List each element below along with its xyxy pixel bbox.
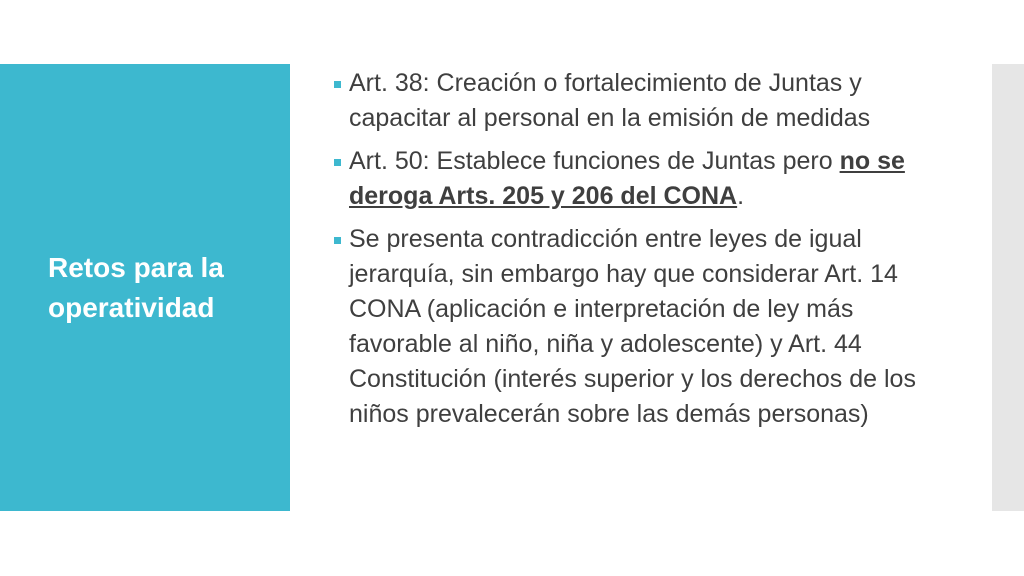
right-decorative-bar (992, 64, 1024, 511)
bullet-item-3 (330, 222, 940, 432)
bullet-icon (334, 237, 341, 244)
bullet-text: Art. 50: Establece funciones de Juntas pero (349, 147, 840, 175)
bullet-text: Art. 38: Creación o fortalecimiento de Juntas y capacitar al personal en la emisión de medidas (349, 69, 871, 132)
bullet-text-end: . (737, 182, 745, 210)
bullet-icon (334, 159, 341, 166)
bullet-item-1 (330, 66, 940, 136)
bullet-emphasis: no se deroga Arts. 205 y 206 del CONA (349, 147, 905, 210)
title-panel (0, 64, 290, 511)
slide-title: Retos para la operatividad (48, 251, 224, 323)
bullet-text: Se presenta contradicción entre leyes de igual jerarquía, sin embargo hay que considerar Art. 14 CONA (aplicación e interpretación de ley más favorable al niño, niña y adolescente) y Art. 44 Constitución (interés superior y los derechos de los niños prevalecerán sobre las demás personas) (349, 225, 916, 428)
bullet-list (330, 66, 940, 440)
bullet-icon (334, 81, 341, 88)
bullet-item-2 (330, 144, 940, 214)
